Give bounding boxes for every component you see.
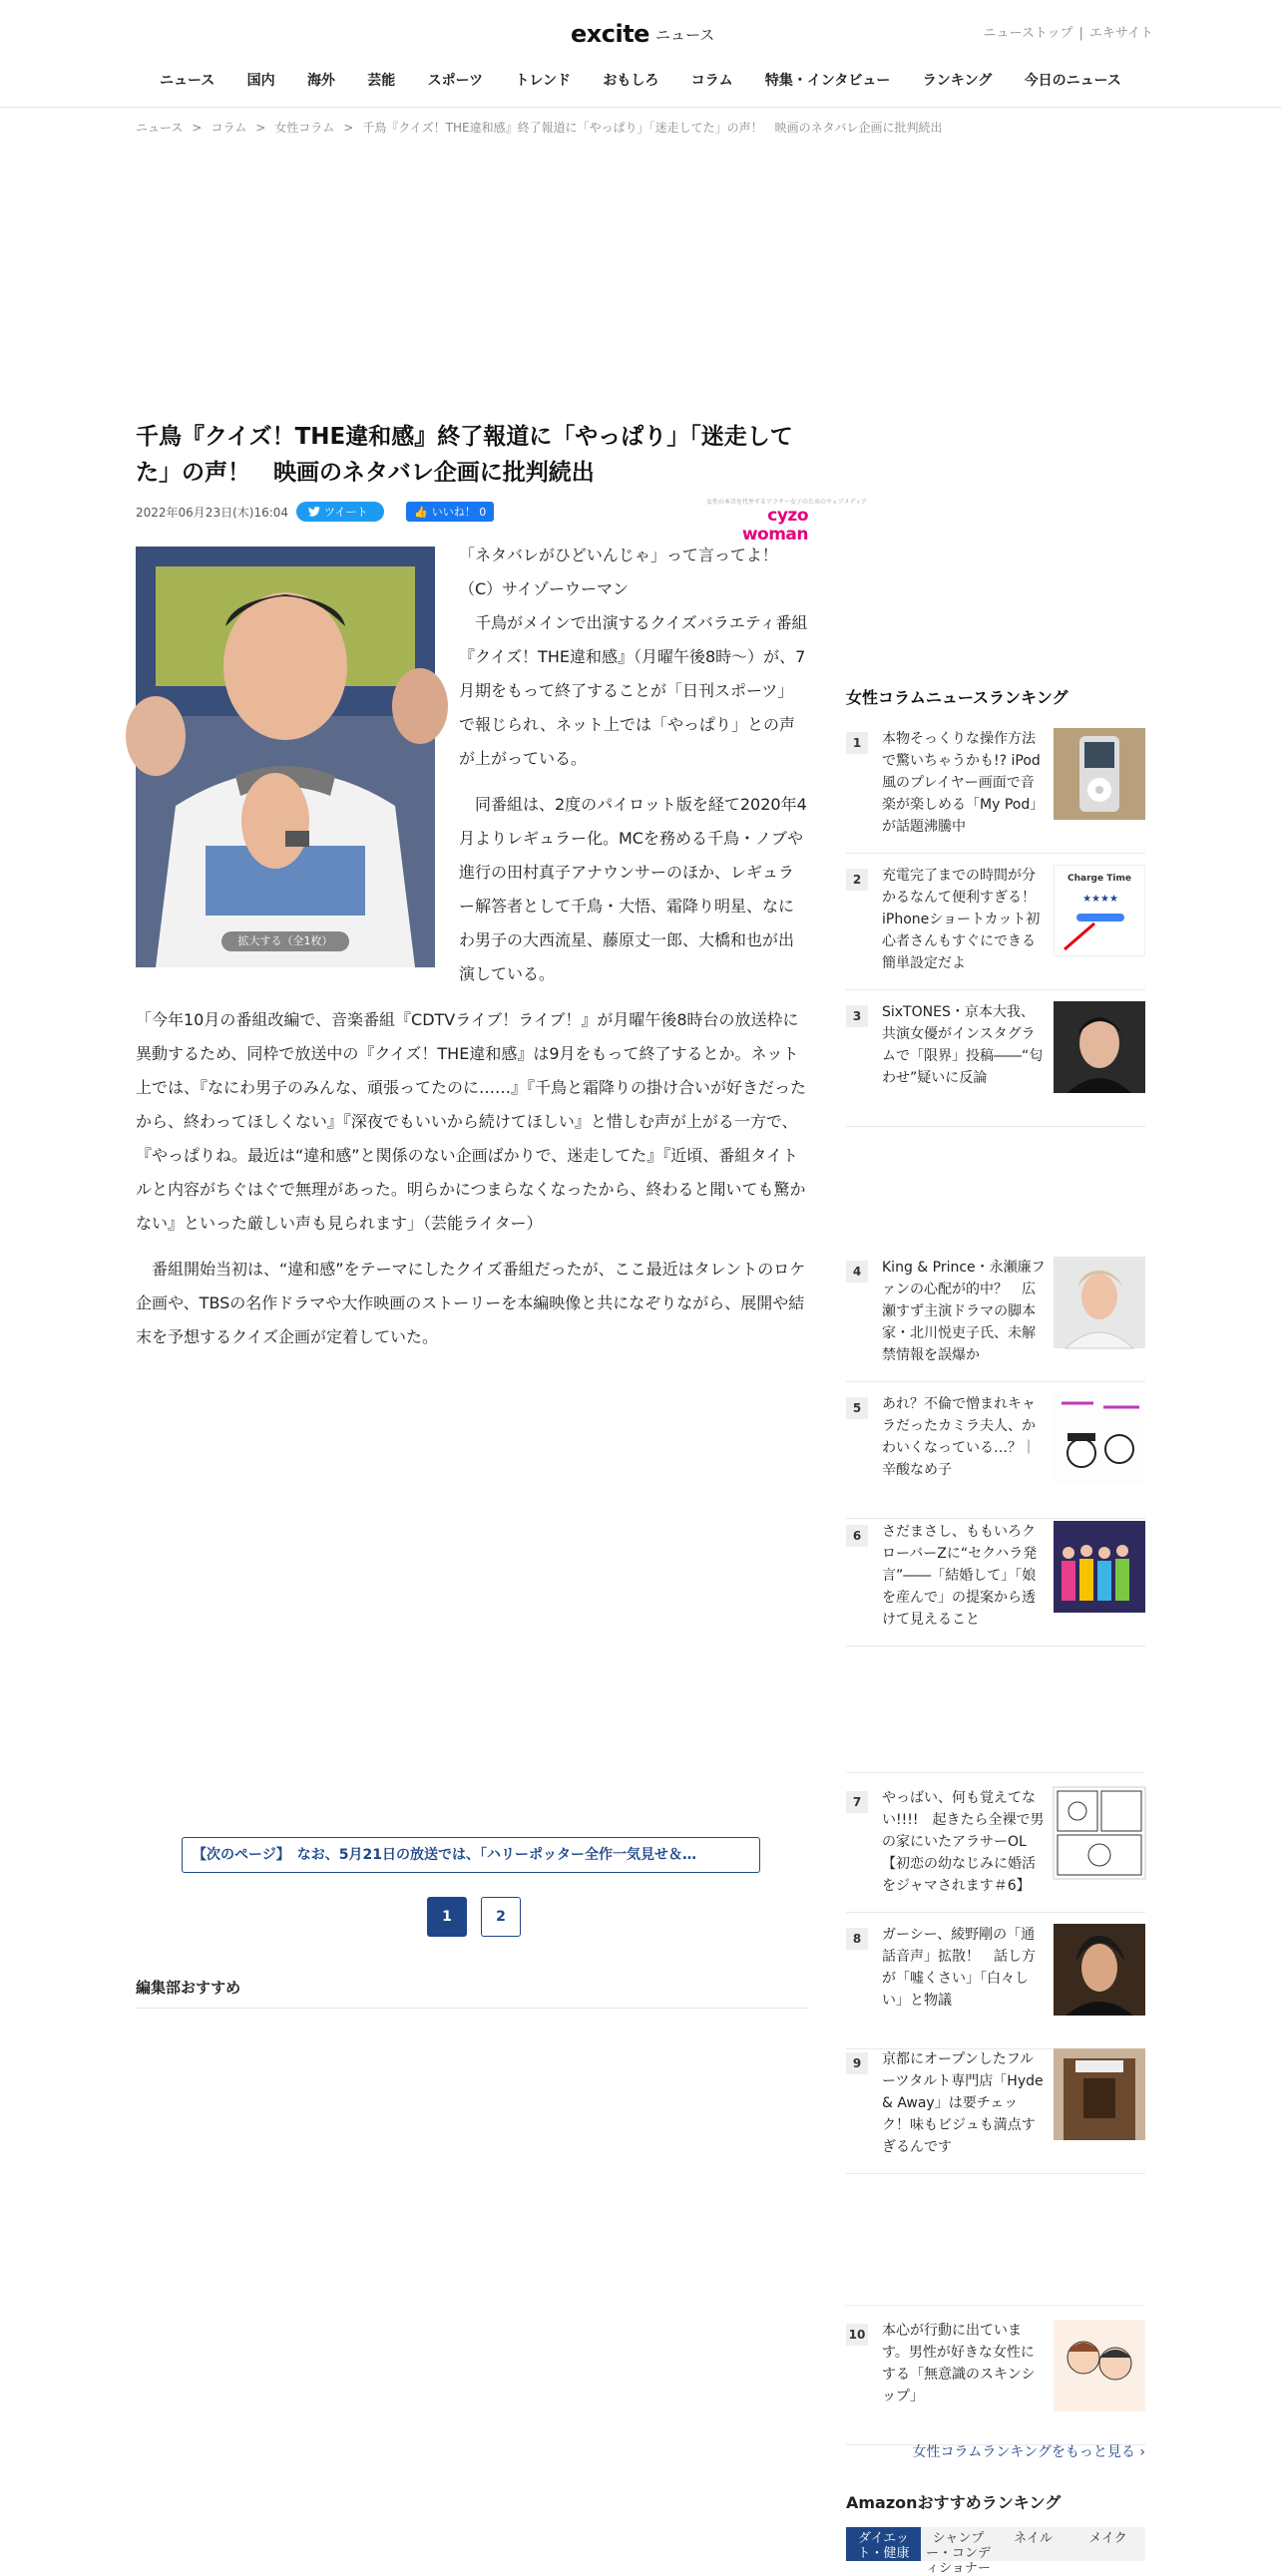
top-links-separator: | — [1078, 26, 1083, 41]
nav-sports[interactable]: スポーツ — [427, 73, 484, 89]
nav-ranking[interactable]: ランキング — [922, 73, 993, 89]
nav-international[interactable]: 海外 — [306, 73, 335, 89]
breadcrumb-column[interactable]: コラム — [211, 121, 247, 135]
nav-funny[interactable]: おもしろ — [603, 73, 659, 89]
more-ranking-link[interactable] — [846, 2441, 1145, 2461]
ranking-text: さだまさし、ももいろクローバーZに“セクハラ発言”――「結婚して」「娘を産んで」の提案から透けて見えること — [882, 1524, 1038, 1628]
ranking-item[interactable] — [846, 2048, 1145, 2174]
ranking-number: 10 — [846, 2324, 868, 2346]
amazon-tab-diet[interactable]: ダイエット・健康 — [846, 2527, 921, 2561]
source-tagline: 女性の本音を代弁するアラサー女子のためのウェブメディア — [706, 499, 868, 506]
breadcrumb — [136, 119, 942, 136]
source-name: cyzo woman — [741, 506, 808, 545]
facebook-like-button[interactable] — [406, 502, 494, 522]
nav-column[interactable]: コラム — [690, 73, 733, 89]
ranking-item[interactable] — [846, 1257, 1145, 1382]
pagination — [427, 1897, 521, 1937]
ranking-text: ガーシー、綾野剛の「通話音声」拡散！ 話し方が「嘘くさい」「白々しい」と物議 — [882, 1927, 1036, 2009]
top-link-excite[interactable]: エキサイト — [1088, 26, 1153, 41]
group-thumbnail — [1054, 1521, 1145, 1613]
tweet-label: ツイート — [324, 506, 368, 519]
breadcrumb-separator: > — [343, 121, 354, 135]
ranking-number: 5 — [846, 1397, 868, 1419]
person-thumbnail — [1054, 1001, 1145, 1093]
source-logo-cyzo-woman[interactable] — [706, 497, 868, 545]
logo-brand: excite — [571, 20, 649, 48]
nav-news[interactable]: ニュース — [160, 73, 215, 89]
amazon-tab-shampoo[interactable]: シャンプー・コンディショナー — [921, 2527, 996, 2561]
article-body — [136, 539, 808, 1366]
amazon-tabs — [846, 2527, 1145, 2576]
article-header — [136, 419, 868, 545]
ranking-item[interactable] — [846, 1924, 1145, 2049]
breadcrumb-women-column[interactable]: 女性コラム — [274, 121, 335, 135]
ranking-divider — [846, 1772, 1145, 1773]
ranking-title: 女性コラムニュースランキング — [846, 688, 1068, 707]
manga-thumbnail — [1054, 2320, 1145, 2411]
ranking-item[interactable] — [846, 1393, 1145, 1519]
breadcrumb-news[interactable]: ニュース — [136, 121, 184, 135]
ranking-divider — [846, 2305, 1145, 2306]
ranking-item[interactable] — [846, 1787, 1145, 1913]
like-label: いいね！ 0 — [431, 506, 487, 519]
ranking-number: 7 — [846, 1791, 868, 1813]
illustration-thumbnail — [1054, 1393, 1145, 1485]
person-thumbnail — [1054, 1924, 1145, 2016]
site-header — [0, 0, 1281, 108]
ranking-text: King & Prince・永瀬廉ファンの心配が的中？ 広瀬すず主演ドラマの脚本家・北川悦吏子氏、未解禁情報を誤爆か — [882, 1260, 1046, 1363]
next-page-link[interactable]: 【次のページ】 なお、5月21日の放送では、「ハリーポッター全作一気見せ＆… — [182, 1837, 760, 1873]
breadcrumb-current: 千鳥『クイズ！THE違和感』終了報道に「やっぱり」「迷走してた」の声！ 映画のネタバレ企画に批判続出 — [362, 121, 943, 135]
article-paragraph: 千鳥がメインで出演するクイズバラエティ番組『クイズ！THE違和感』（月曜午後8時～）が、7月期をもって終了することが「日刊スポーツ」で報じられ、ネット上では「やっぱり」との声が上がっている。 — [459, 613, 808, 768]
article-meta — [136, 499, 868, 545]
article-paragraph: 同番組は、2度のパイロット版を経て2020年4月よりレギュラー化。MCを務める千鳥・ノブや進行の田村真子アナウンサーのほか、レギュラー解答者として千鳥・大悟、霜降り明星、なにわ男子の大西流星、藤原丈一郎、大橋和也が出演している。 — [459, 795, 807, 983]
svg-text:★★★★: ★★★★ — [1082, 894, 1118, 905]
ranking-text: 充電完了までの時間が分かるなんて便利すぎる！ iPhoneショートカット初心者さんもすぐにできる簡単設定だよ — [882, 868, 1041, 971]
global-nav — [136, 70, 1145, 90]
ranking-item[interactable] — [846, 1001, 1145, 1127]
ranking-number: 2 — [846, 869, 868, 891]
editor-pick-heading: 編集部おすすめ — [136, 1977, 808, 2009]
ranking-item[interactable] — [846, 728, 1145, 854]
page-1-button[interactable]: 1 — [427, 1897, 467, 1937]
amazon-ranking-title: Amazonおすすめランキング — [846, 2493, 1062, 2512]
ranking-text: やっばい、何も覚えてない!!!! 起きたら全裸で男の家にいたアラサーOL【初恋の幼なじみに婚活をジャマされます＃6】 — [882, 1790, 1045, 1894]
thumbs-up-icon: 👍 — [414, 505, 428, 519]
nav-features[interactable]: 特集・インタビュー — [764, 73, 891, 89]
twitter-bird-icon — [308, 507, 320, 517]
ranking-number: 9 — [846, 2052, 868, 2074]
ranking-item[interactable] — [846, 2320, 1145, 2445]
breadcrumb-separator: > — [255, 121, 266, 135]
more-ranking-label: 女性コラムランキングをもっと見る — [912, 2444, 1135, 2460]
enlarge-photo-button[interactable]: 拡大する（全1枚） — [221, 931, 349, 951]
ranking-item[interactable] — [846, 865, 1145, 990]
chevron-right-icon: › — [1139, 2444, 1145, 2460]
nav-today[interactable]: 今日のニュース — [1024, 73, 1121, 89]
charge-time-thumb-text: Charge Time — [1068, 874, 1131, 884]
nav-domestic[interactable]: 国内 — [246, 73, 275, 89]
breadcrumb-separator: > — [192, 121, 203, 135]
ranking-text: 京都にオープンしたフルーツタルト専門店「Hyde & Away」は要チェック！味もビジュも満点すぎるんです — [882, 2051, 1044, 2155]
site-logo[interactable] — [571, 14, 714, 48]
top-links — [984, 22, 1153, 41]
ipod-thumbnail — [1054, 728, 1145, 820]
person-thumbnail — [1054, 1257, 1145, 1348]
shop-thumbnail — [1054, 2048, 1145, 2140]
amazon-tab-makeup[interactable]: メイク — [1070, 2527, 1145, 2561]
charge-time-thumbnail — [1054, 865, 1145, 956]
photo-caption: 「ネタバレがひどいんじゃ」って言ってよ！（C）サイゾーウーマン — [459, 546, 778, 598]
ranking-text: SixTONES・京本大我、共演女優がインスタグラムで「限界」投稿――“匂わせ”疑いに反論 — [882, 1004, 1044, 1086]
page-2-button[interactable]: 2 — [481, 1897, 521, 1937]
nav-entertainment[interactable]: 芸能 — [367, 73, 396, 89]
article-paragraph: 「今年10月の番組改編で、音楽番組『CDTVライブ！ライブ！』が月曜午後8時台の放送枠に異動するため、同枠で放送中の『クイズ！THE違和感』は9月をもって終了するとか。ネット上では、『なにわ男子のみんな、頑張ってたのに……』『千鳥と霜降りの掛け合いが好きだったから、終わってほしくない』『深夜でもいいから続けてほしい』と惜しむ声が上がる一方で、『やっぱりね。最近は“違和感”と関係のない企画ばかりで、迷走してた』『近頃、番組タイトルと内容がちぐはぐで無理があった。明らかにつまらなくなったから、終わると聞いても驚かない』といった厳しい声も見られます」（芸能ライター） — [136, 1010, 807, 1233]
amazon-tab-nail[interactable]: ネイル — [996, 2527, 1070, 2561]
manga-thumbnail — [1054, 1787, 1145, 1879]
ranking-number: 1 — [846, 732, 868, 754]
ranking-item[interactable] — [846, 1521, 1145, 1647]
article-date: 2022年06月23日(木)16:04 — [136, 505, 289, 520]
ranking-text: 本物そっくりな操作方法で驚いちゃうかも!? iPod風のプレイヤー画面で音楽が楽しめる「My Pod」が話題沸騰中 — [882, 731, 1045, 835]
top-link-news-top[interactable]: ニューストップ — [983, 26, 1073, 41]
logo-suffix: ニュース — [654, 26, 715, 44]
article-title: 千鳥『クイズ！THE違和感』終了報道に「やっぱり」「迷走してた」の声！ 映画のネタバレ企画に批判続出 — [136, 424, 793, 486]
tweet-button[interactable] — [296, 502, 384, 522]
ranking-number: 6 — [846, 1525, 868, 1547]
ranking-text: あれ？不倫で憎まれキャラだったカミラ夫人、かわいくなっている…？｜辛酸なめ子 — [882, 1396, 1036, 1478]
ranking-number: 4 — [846, 1261, 868, 1283]
article-paragraph: 番組開始当初は、“違和感”をテーマにしたクイズ番組だったが、ここ最近はタレントのロケ企画や、TBSの名作ドラマや大作映画のストーリーを本編映像と共になぞりながら、展開や結末を予想するクイズ企画が定着していた。 — [136, 1260, 806, 1346]
ranking-text: 本心が行動に出ています。男性が好きな女性にする「無意識のスキンシップ」 — [882, 2323, 1036, 2404]
ranking-number: 3 — [846, 1005, 868, 1027]
photo-spacer — [136, 539, 459, 967]
ranking-number: 8 — [846, 1928, 868, 1950]
nav-trend[interactable]: トレンド — [515, 73, 572, 89]
